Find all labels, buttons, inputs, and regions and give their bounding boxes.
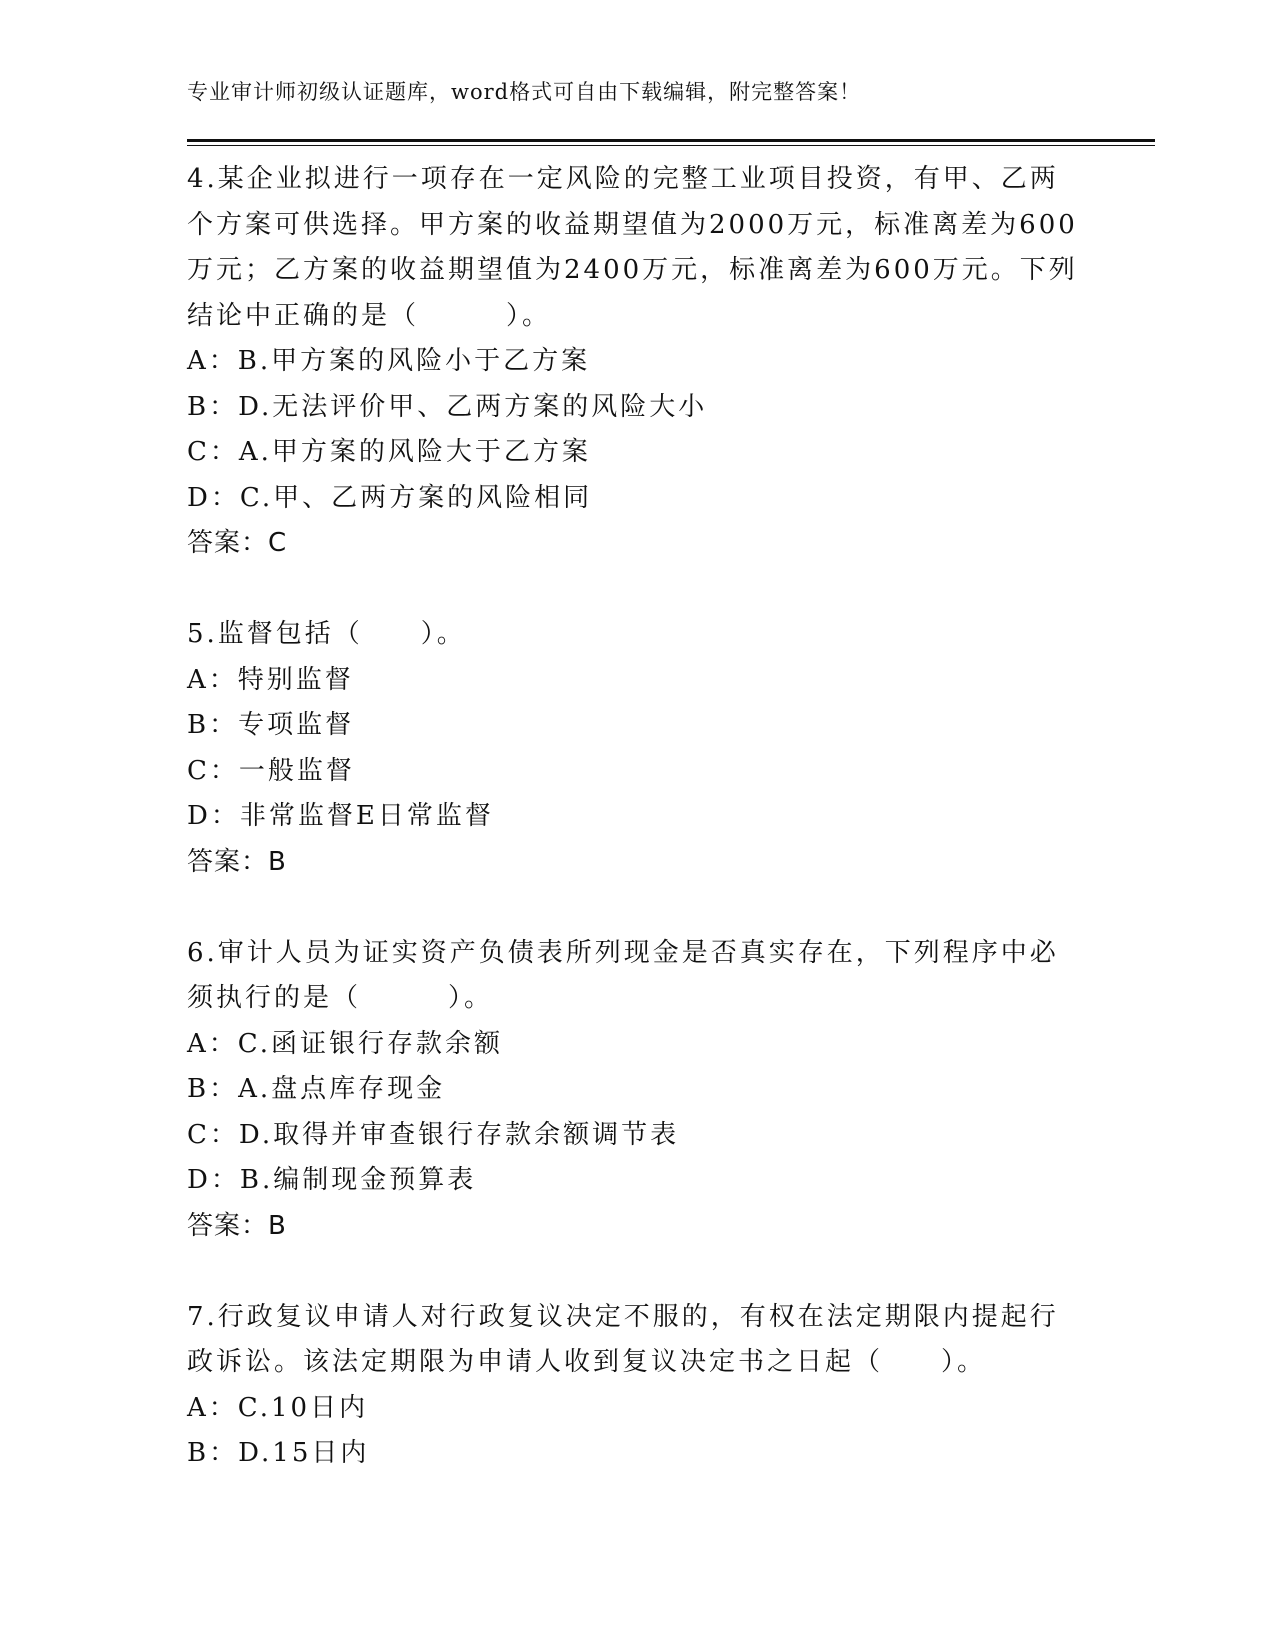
spacer xyxy=(187,567,1087,613)
spacer xyxy=(187,885,1087,931)
question-text-line: 6.审计人员为证实资产负债表所列现金是否真实存在，下列程序中必 xyxy=(187,937,1059,968)
spacer xyxy=(187,1249,1087,1295)
page-header: 专业审计师初级认证题库，word格式可自由下载编辑，附完整答案！ xyxy=(187,80,862,104)
option-d: D：B.编制现金预算表 xyxy=(187,1165,477,1195)
question-text-line: 须执行的是（ ）。 xyxy=(187,983,494,1013)
question-text-line: 5.监督包括（ ）。 xyxy=(187,619,466,649)
option-a: A：特别监督 xyxy=(187,664,354,695)
question-5 xyxy=(187,612,1087,885)
question-4 xyxy=(187,157,1087,567)
option-c: C：D.取得并审查银行存款余额调节表 xyxy=(187,1119,680,1150)
header-rule-top xyxy=(187,139,1155,142)
question-list xyxy=(187,157,1087,1477)
answer: 答案：C xyxy=(187,528,288,558)
option-c: C：一般监督 xyxy=(187,755,355,786)
option-b: B：A.盘点库存现金 xyxy=(187,1074,446,1104)
option-a: A：C.10日内 xyxy=(187,1392,369,1423)
question-text-line: 政诉讼。该法定期限为申请人收到复议决定书之日起（ ）。 xyxy=(187,1347,987,1377)
option-b: B：D.15日内 xyxy=(187,1438,370,1468)
header-rule-bottom xyxy=(187,145,1155,146)
question-text-line: 万元；乙方案的收益期望值为2400万元，标准离差为600万元。下列 xyxy=(187,255,1078,285)
option-a: A：C.函证银行存款余额 xyxy=(187,1028,504,1059)
question-text-line: 7.行政复议申请人对行政复议决定不服的，有权在法定期限内提起行 xyxy=(187,1301,1059,1332)
option-a: A：B.甲方案的风险小于乙方案 xyxy=(187,346,591,376)
question-text-line: 4.某企业拟进行一项存在一定风险的完整工业项目投资，有甲、乙两 xyxy=(187,164,1059,194)
question-text-line: 个方案可供选择。甲方案的收益期望值为2000万元，标准离差为600 xyxy=(187,209,1078,240)
option-b: B：D.无法评价甲、乙两方案的风险大小 xyxy=(187,391,708,422)
question-6 xyxy=(187,931,1087,1250)
answer: 答案：B xyxy=(187,1210,287,1241)
option-c: C：A.甲方案的风险大于乙方案 xyxy=(187,437,591,467)
option-d: D：C.甲、乙两方案的风险相同 xyxy=(187,482,593,513)
option-d: D：非常监督E日常监督 xyxy=(187,801,494,831)
option-b: B：专项监督 xyxy=(187,710,355,740)
answer: 答案：B xyxy=(187,846,287,877)
question-text-line: 结论中正确的是（ ）。 xyxy=(187,300,552,331)
question-7 xyxy=(187,1295,1087,1477)
